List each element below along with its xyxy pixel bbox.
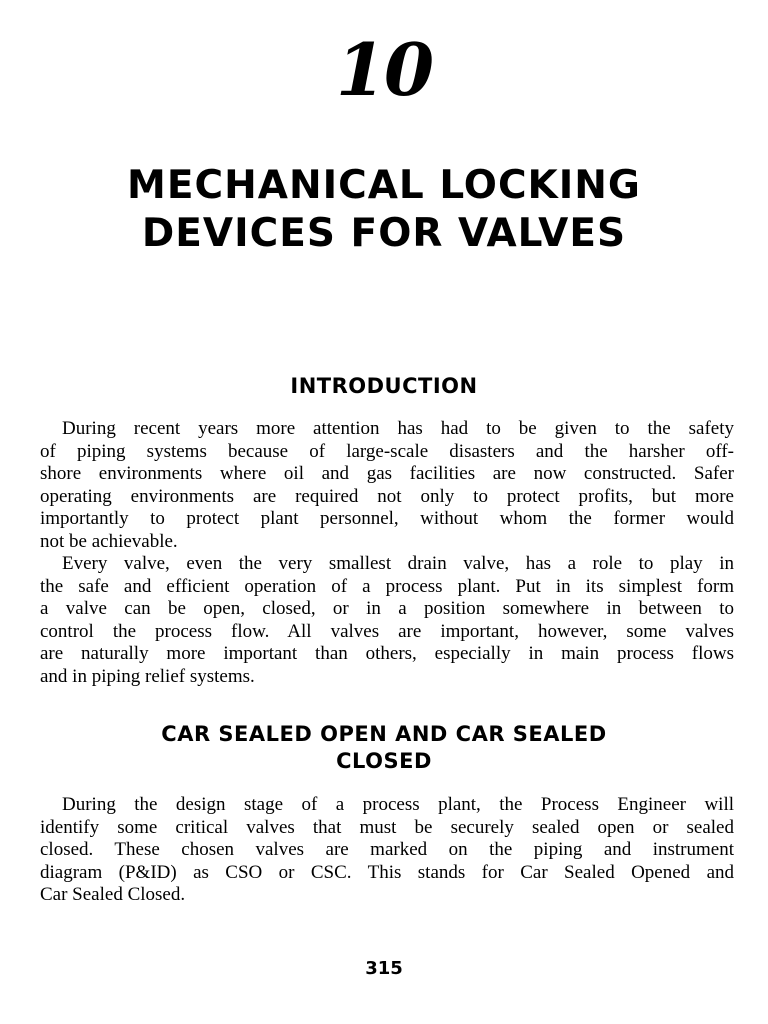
- text-line: Every valve, even the very smallest drain valve, has a role to play in: [62, 553, 734, 574]
- text-line: the safe and efficient operation of a process plant. Put in its simplest form: [40, 575, 734, 597]
- text-line: are naturally more important than others, especially in main process flows: [40, 643, 734, 664]
- text-line: Car Sealed Closed.: [40, 884, 186, 905]
- text-line: importantly to protect plant personnel, without whom the former would: [40, 508, 734, 529]
- chapter-title-line: MECHANICAL LOCKING: [127, 163, 641, 208]
- text-line: shore environments where oil and gas facilities are now constructed. Safer: [40, 463, 734, 484]
- text-line: closed. These chosen valves are marked on the piping and instrument: [40, 839, 734, 860]
- car-sealed-body: [40, 794, 734, 907]
- section-heading-line: CLOSED: [336, 749, 432, 773]
- page-number: 315: [365, 958, 403, 979]
- text-line: identify some critical valves that must be securely sealed open or sealed: [40, 816, 734, 838]
- chapter-title: [40, 162, 728, 258]
- chapter-number: 10: [335, 27, 433, 112]
- text-line: control the process flow. All valves are important, however, some valves: [40, 620, 734, 642]
- text-line: During the design stage of a process plant, the Process Engineer will: [62, 794, 734, 815]
- section-heading-car-sealed: [60, 721, 708, 775]
- text-line: operating environments are required not only to protect profits, but more: [40, 485, 734, 507]
- text-line: diagram (P&ID) as CSO or CSC. This stands for Car Sealed Opened and: [40, 861, 734, 883]
- section-heading-introduction: [60, 373, 708, 400]
- text-line: During recent years more attention has had to be given to the safety: [62, 418, 734, 439]
- text-line: not be achievable.: [40, 530, 178, 552]
- chapter-title-line: DEVICES FOR VALVES: [141, 211, 627, 256]
- section-heading-line: CAR SEALED OPEN AND CAR SEALED: [161, 722, 607, 746]
- text-line: and in piping relief systems.: [40, 665, 255, 687]
- text-line: of piping systems because of large-scale disasters and the harsher off-: [40, 440, 734, 462]
- section-heading-line: INTRODUCTION: [290, 374, 478, 398]
- text-line: a valve can be open, closed, or in a position somewhere in between to: [40, 598, 734, 619]
- introduction-body: [40, 418, 734, 688]
